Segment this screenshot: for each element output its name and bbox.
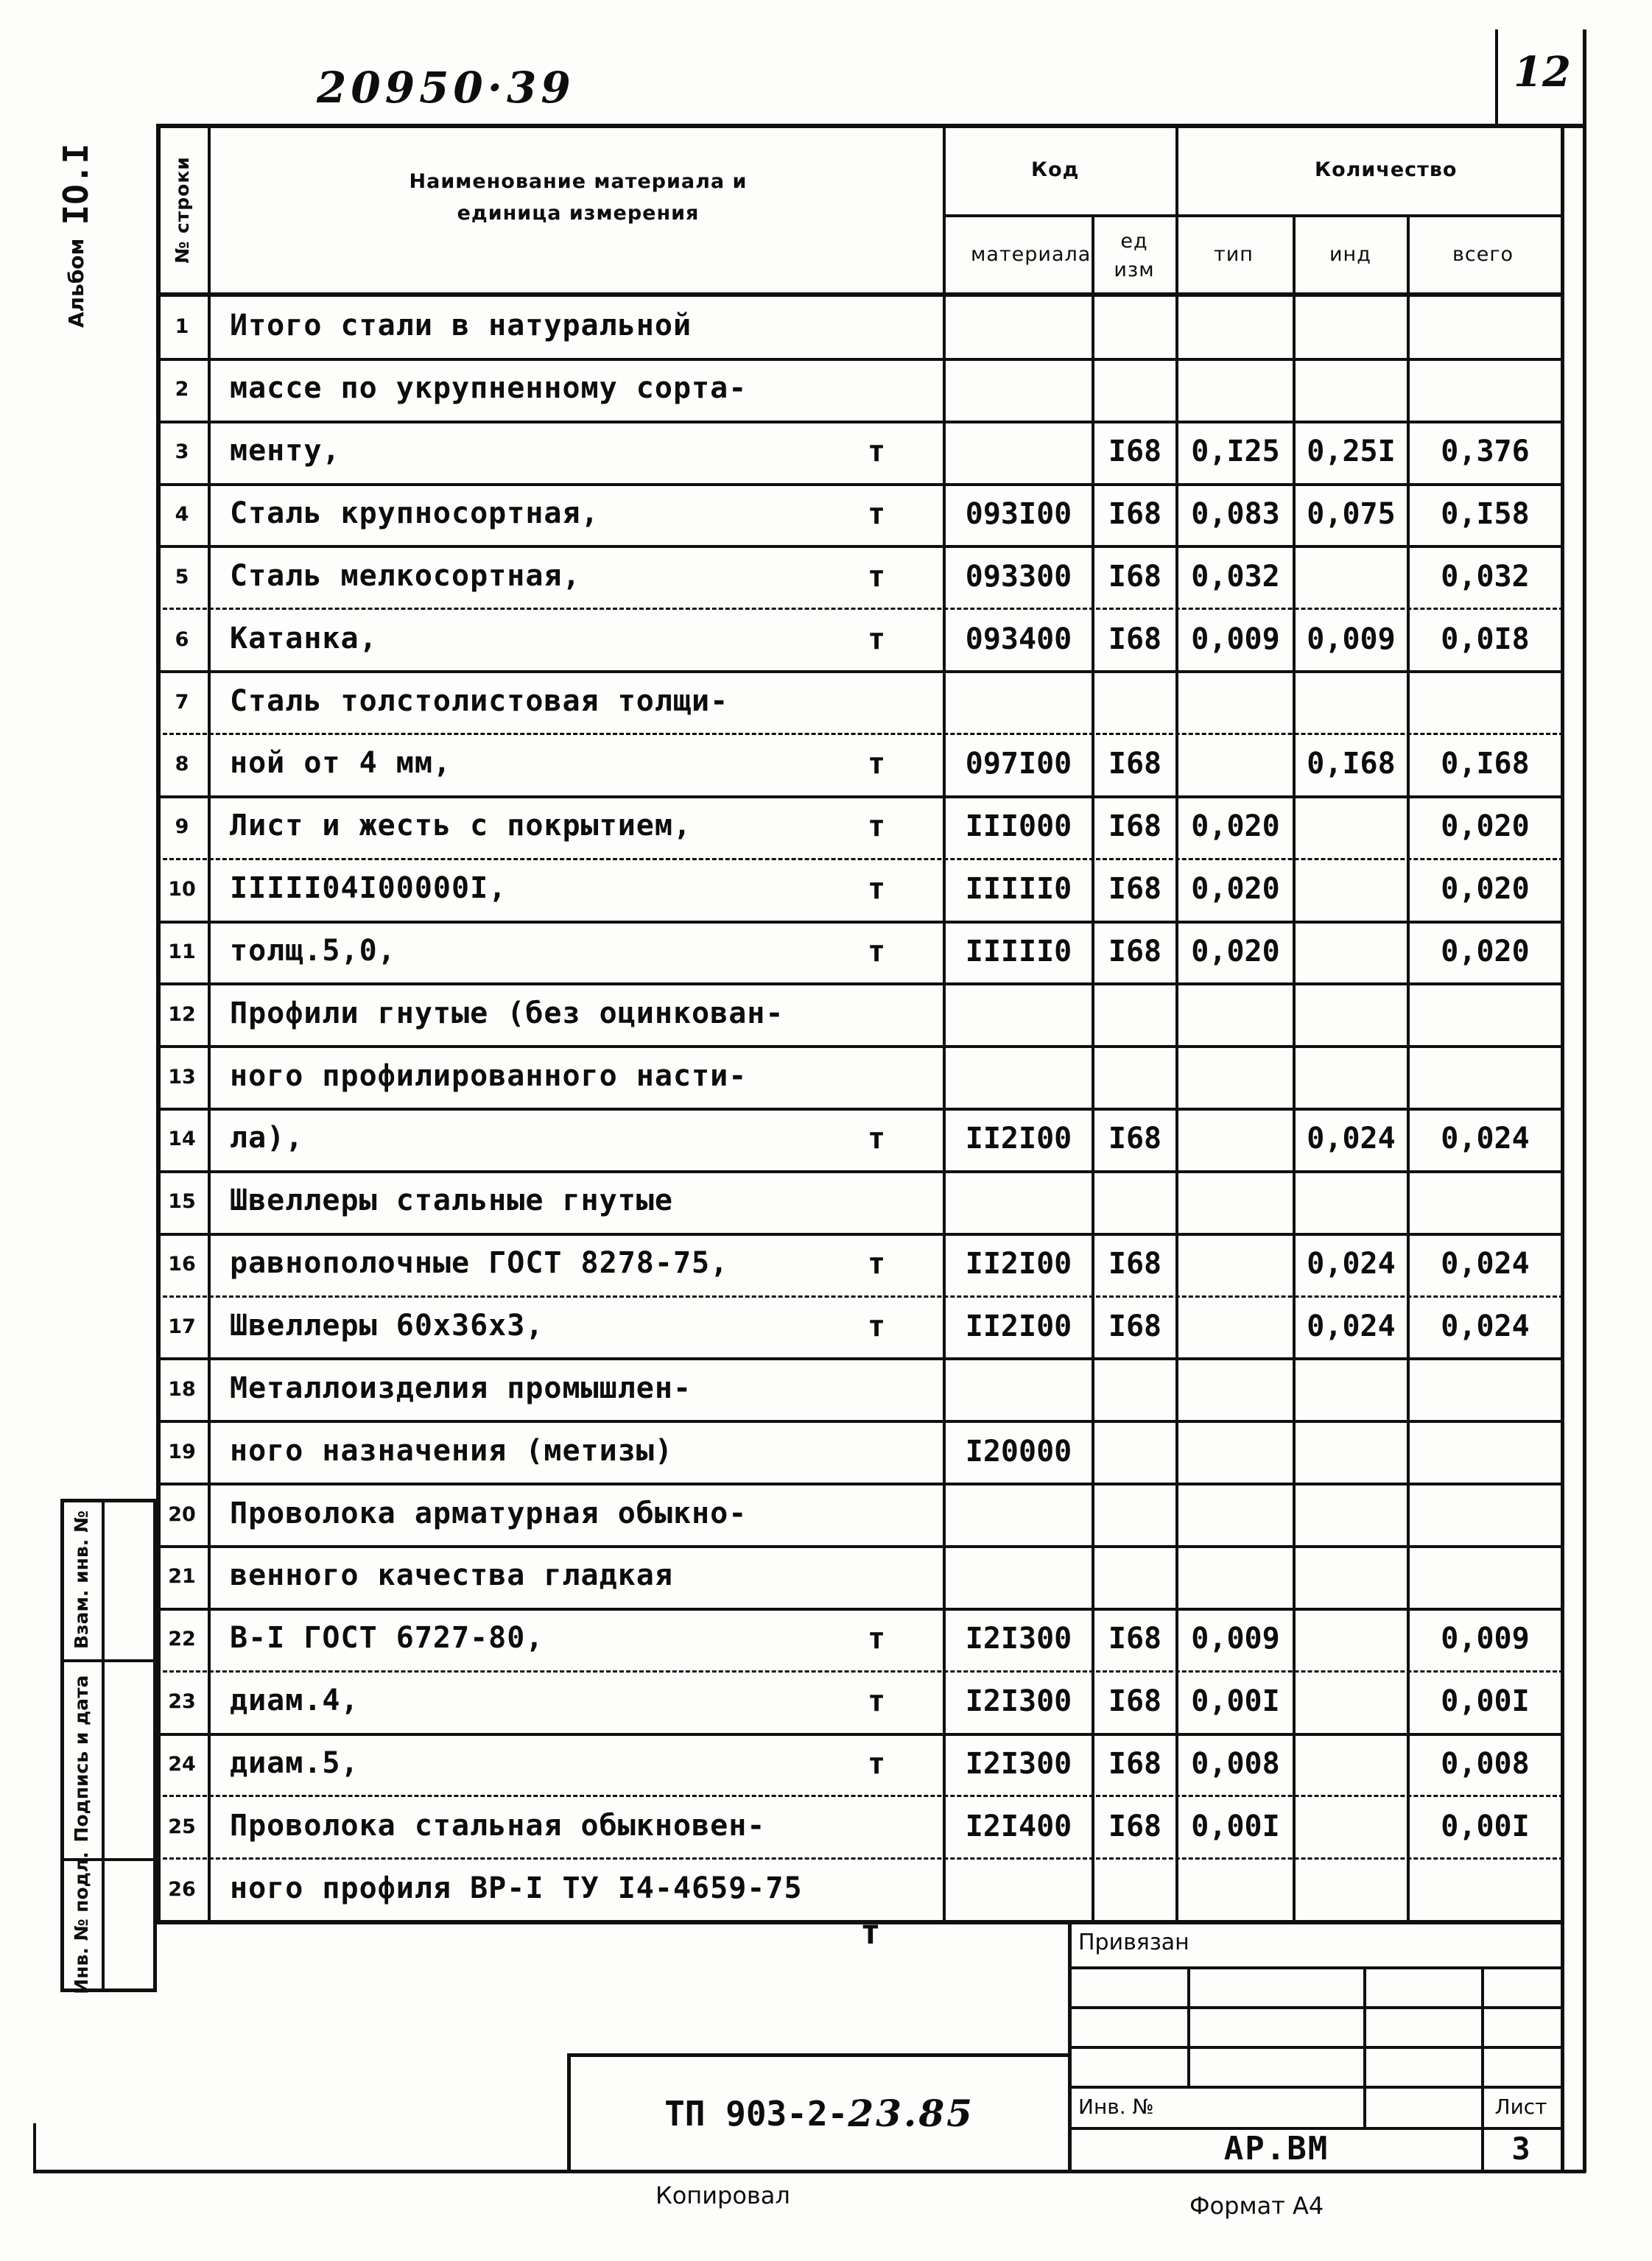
material-name: диам.4, xyxy=(230,1684,359,1718)
row-number: 15 xyxy=(168,1190,196,1214)
qty-vsego: 0,032 xyxy=(1441,559,1530,594)
album-label xyxy=(43,88,109,383)
row-number: 11 xyxy=(168,940,196,963)
qty-tip: 0,00I xyxy=(1191,1809,1280,1843)
unit-code: I68 xyxy=(1108,559,1162,594)
row-number: 12 xyxy=(168,1002,196,1026)
titleblock-col-2 xyxy=(1363,1966,1366,2130)
subheader-vsego: всего xyxy=(1452,243,1514,266)
qty-tip: 0,008 xyxy=(1191,1746,1280,1781)
material-unit: т xyxy=(867,1247,886,1281)
row-separator-line xyxy=(156,1545,1564,1548)
material-name: Швеллеры стальные гнутые xyxy=(230,1184,673,1218)
material-unit: т xyxy=(867,435,886,469)
row-number: 16 xyxy=(168,1253,196,1276)
material-name: Металлоизделия промышлен- xyxy=(230,1371,692,1405)
material-code: II2I00 xyxy=(965,1122,1072,1156)
material-code: II2I00 xyxy=(965,1309,1072,1344)
sidebar-right-border xyxy=(153,1499,157,1992)
material-code: IIIII0 xyxy=(965,872,1072,907)
qty-ind: 0,25I xyxy=(1307,435,1396,469)
col-line-tip-ind xyxy=(1293,214,1296,1924)
material-unit: т xyxy=(867,1684,886,1719)
row-number: 18 xyxy=(168,1377,196,1401)
row-separator-line xyxy=(156,358,1564,361)
qty-vsego: 0,I58 xyxy=(1441,496,1530,531)
material-name: IIIII04I00000I, xyxy=(230,871,507,906)
list-number: 3 xyxy=(1511,2130,1530,2167)
row-number: 19 xyxy=(168,1440,196,1463)
row-separator-line xyxy=(156,421,1564,423)
handwritten-doc-number: 20950·39 xyxy=(317,63,575,113)
qty-vsego: 0,00I xyxy=(1441,1684,1530,1719)
page-right-border xyxy=(1583,29,1586,2173)
material-name: равнополочные ГОСТ 8278-75, xyxy=(230,1246,729,1281)
qty-tip: 0,083 xyxy=(1191,496,1280,531)
header-row-col xyxy=(156,128,208,292)
material-code: III000 xyxy=(965,809,1072,844)
qty-vsego: 0,024 xyxy=(1441,1247,1530,1281)
qty-tip: 0,020 xyxy=(1191,809,1280,844)
sidebar-label-podpis xyxy=(60,1659,102,1858)
row-separator-line xyxy=(156,1295,1564,1298)
row-separator-line xyxy=(156,608,1564,610)
qty-vsego: 0,008 xyxy=(1441,1746,1530,1781)
unit-code: I68 xyxy=(1108,872,1162,907)
material-name: Проволока стальная обыкновен- xyxy=(230,1808,766,1843)
qty-ind: 0,024 xyxy=(1307,1122,1396,1156)
material-code: 097I00 xyxy=(965,747,1072,781)
material-unit: т xyxy=(867,1622,886,1656)
material-unit: т xyxy=(867,934,886,968)
row-number: 25 xyxy=(168,1815,196,1838)
row-separator-line xyxy=(156,733,1564,735)
row-number: 14 xyxy=(168,1128,196,1151)
qty-vsego: 0,020 xyxy=(1441,809,1530,844)
qty-vsego: 0,024 xyxy=(1441,1122,1530,1156)
sidebar-label-vzam-text: Взам. инв. № xyxy=(70,1511,92,1649)
row-separator-line xyxy=(156,1733,1564,1736)
row-number: 5 xyxy=(175,565,189,588)
row-number: 3 xyxy=(175,440,189,464)
subheader-ind: инд xyxy=(1329,243,1371,266)
table-right-border xyxy=(1561,124,1564,1924)
org-code-cell xyxy=(1072,2127,1481,2170)
unit-code: I68 xyxy=(1108,1684,1162,1719)
qty-tip: 0,00I xyxy=(1191,1684,1280,1719)
titleblock-line-2 xyxy=(1068,2006,1564,2009)
titleblock-line-3 xyxy=(1068,2046,1564,2049)
material-code: II2I00 xyxy=(965,1247,1072,1281)
unit-code: I68 xyxy=(1108,1122,1162,1156)
row-separator-line xyxy=(156,1233,1564,1236)
material-unit: т xyxy=(867,622,886,656)
row-separator-line xyxy=(156,670,1564,673)
material-unit: т xyxy=(867,1122,886,1156)
material-name: Проволока арматурная обыкно- xyxy=(230,1496,748,1530)
titleblock-col-1 xyxy=(1187,1966,1190,2089)
material-name: В-I ГОСТ 6727-80, xyxy=(230,1621,544,1656)
unit-code: I68 xyxy=(1108,622,1162,656)
unit-code: I68 xyxy=(1108,1746,1162,1781)
qty-vsego: 0,00I xyxy=(1441,1809,1530,1843)
material-name: венного качества гладкая xyxy=(230,1558,673,1593)
material-code: 093300 xyxy=(965,559,1072,594)
material-name: ного назначения (метизы) xyxy=(230,1433,673,1468)
sidebar-label-inv-podl-text: Инв. № подл. xyxy=(70,1852,92,1994)
qty-tip: 0,020 xyxy=(1191,934,1280,968)
format-label: Формат А4 xyxy=(1189,2192,1324,2220)
row-separator-line xyxy=(156,1357,1564,1360)
unit-code: I68 xyxy=(1108,747,1162,781)
qty-vsego: 0,020 xyxy=(1441,934,1530,968)
album-number: IO.I xyxy=(56,143,96,225)
doc-code-suffix: 23.85 xyxy=(848,2092,974,2135)
row-number: 6 xyxy=(175,627,189,651)
org-code: АР.ВМ xyxy=(1223,2129,1329,2167)
row-number: 10 xyxy=(168,878,196,901)
row-separator-line xyxy=(156,1045,1564,1048)
qty-ind: 0,024 xyxy=(1307,1309,1396,1344)
row-number: 9 xyxy=(175,815,189,839)
table-header-bottom xyxy=(156,292,1563,297)
material-unit: т xyxy=(867,559,886,594)
header-qty-group: Количество xyxy=(1315,158,1458,181)
titleblock-list-label-cell xyxy=(1481,2086,1561,2127)
material-code: 093400 xyxy=(965,622,1072,656)
row-number: 26 xyxy=(168,1877,196,1901)
material-name: Сталь мелкосортная, xyxy=(230,558,581,593)
bottom-left-frame-stub xyxy=(33,2123,36,2172)
titleblock-right-border xyxy=(1561,1922,1564,2173)
row-number: 21 xyxy=(168,1565,196,1589)
doc-code-cell xyxy=(571,2057,1068,2170)
row-separator-line xyxy=(156,483,1564,486)
row-separator-line xyxy=(156,1170,1564,1173)
row-separator-line xyxy=(156,1857,1564,1860)
pagenum-box-left-line xyxy=(1495,29,1498,127)
kopiroval-label: Копировал xyxy=(655,2181,790,2209)
row-separator-line xyxy=(156,858,1564,860)
row-separator-line xyxy=(156,545,1564,548)
material-code: I2I300 xyxy=(965,1622,1072,1656)
col-line-rownum xyxy=(208,124,211,1924)
row-separator-line xyxy=(156,1795,1564,1797)
row-number: 7 xyxy=(175,690,189,714)
row-separator-line xyxy=(156,1608,1564,1611)
material-code: I20000 xyxy=(965,1434,1072,1469)
qty-vsego: 0,020 xyxy=(1441,872,1530,907)
doc-code-prefix: ТП 903-2- xyxy=(664,2093,848,2134)
qty-ind: 0,009 xyxy=(1307,622,1396,656)
row-number: 20 xyxy=(168,1502,196,1526)
row-number: 2 xyxy=(175,378,189,401)
material-unit: т xyxy=(867,872,886,907)
material-name: Сталь крупносортная, xyxy=(230,496,600,530)
sidebar-label-vzam xyxy=(60,1499,102,1661)
material-name: менту, xyxy=(230,434,341,468)
qty-tip: 0,009 xyxy=(1191,1622,1280,1656)
material-unit: т xyxy=(867,1309,886,1344)
qty-vsego: 0,I68 xyxy=(1441,747,1530,781)
material-name: толщ.5,0, xyxy=(230,933,396,968)
header-group-split-line xyxy=(943,214,1563,217)
titleblock-line-1 xyxy=(1068,1966,1564,1969)
row-separator-line xyxy=(156,982,1564,985)
qty-tip: 0,020 xyxy=(1191,872,1280,907)
unit-code: I68 xyxy=(1108,1247,1162,1281)
row-separator-line xyxy=(156,1670,1564,1673)
row-number: 8 xyxy=(175,753,189,776)
material-unit: т xyxy=(867,1746,886,1781)
material-name: Итого стали в натуральной xyxy=(230,309,692,343)
qty-ind: 0,075 xyxy=(1307,496,1396,531)
row-separator-line xyxy=(156,795,1564,798)
header-code-group: Код xyxy=(1031,158,1080,181)
qty-vsego: 0,0I8 xyxy=(1441,622,1530,656)
material-code: IIIII0 xyxy=(965,934,1072,968)
header-row-col-label: № строки xyxy=(171,156,193,264)
material-name: массе по укрупненному сорта- xyxy=(230,371,748,406)
qty-ind: 0,024 xyxy=(1307,1247,1396,1281)
subheader-tip: тип xyxy=(1214,243,1254,266)
material-name: ла), xyxy=(230,1121,304,1156)
unit-below-table: т xyxy=(860,1912,881,1952)
table-top-border xyxy=(156,124,1585,128)
sidebar-label-inv-podl xyxy=(60,1849,102,1997)
unit-code: I68 xyxy=(1108,496,1162,531)
unit-code: I68 xyxy=(1108,435,1162,469)
album-word: Альбом xyxy=(63,238,88,328)
material-name: Профили гнутые (без оцинкован- xyxy=(230,996,784,1030)
qty-tip: 0,032 xyxy=(1191,559,1280,594)
row-separator-line xyxy=(156,1420,1564,1423)
titleblock-privyazan: Привязан xyxy=(1078,1930,1189,1955)
row-number: 17 xyxy=(168,1315,196,1339)
material-name: ного профиля ВР-I ТУ I4-4659-75 xyxy=(230,1871,803,1905)
row-number: 4 xyxy=(175,502,189,526)
row-number: 1 xyxy=(175,315,189,339)
unit-code: I68 xyxy=(1108,1622,1162,1656)
material-code: I2I400 xyxy=(965,1809,1072,1843)
material-unit: т xyxy=(867,747,886,781)
titleblock-inv-no: Инв. № xyxy=(1078,2095,1154,2119)
material-name: диам.5, xyxy=(230,1745,359,1780)
header-name-col: Наименование материала и единица измерения xyxy=(409,170,748,225)
material-name: ной от 4 мм, xyxy=(230,746,451,781)
unit-code: I68 xyxy=(1108,809,1162,844)
row-separator-line xyxy=(156,921,1564,924)
row-separator-line xyxy=(156,1108,1564,1111)
bottom-frame-line xyxy=(33,2170,1586,2173)
material-code: I2I300 xyxy=(965,1684,1072,1719)
qty-vsego: 0,009 xyxy=(1441,1622,1530,1656)
subheader-unit: ед изм xyxy=(1114,230,1155,282)
material-code: I2I300 xyxy=(965,1746,1072,1781)
row-number: 13 xyxy=(168,1065,196,1089)
row-number: 22 xyxy=(168,1628,196,1651)
material-unit: т xyxy=(867,496,886,531)
row-separator-line xyxy=(156,1483,1564,1485)
page-number: 12 xyxy=(1514,48,1571,96)
unit-code: I68 xyxy=(1108,1809,1162,1843)
material-code: 093I00 xyxy=(965,496,1072,531)
material-unit: т xyxy=(867,809,886,844)
material-name: ного профилированного насти- xyxy=(230,1058,748,1093)
qty-ind: 0,I68 xyxy=(1307,747,1396,781)
material-name: Катанка, xyxy=(230,621,378,655)
titleblock-list-number-cell xyxy=(1481,2127,1561,2170)
unit-code: I68 xyxy=(1108,1309,1162,1344)
sidebar-label-podpis-text: Подпись и дата xyxy=(70,1675,92,1843)
row-number: 24 xyxy=(168,1752,196,1776)
unit-code: I68 xyxy=(1108,934,1162,968)
col-line-material-ed xyxy=(1092,214,1094,1924)
qty-vsego: 0,024 xyxy=(1441,1309,1530,1344)
qty-tip: 0,I25 xyxy=(1191,435,1280,469)
subheader-material: материала xyxy=(971,243,1092,266)
material-name: Сталь толстолистовая толщи- xyxy=(230,683,729,718)
col-line-ind-vsego xyxy=(1407,214,1410,1924)
sidebar-divider xyxy=(102,1499,105,1992)
material-name: Лист и жесть с покрытием, xyxy=(230,809,692,843)
qty-vsego: 0,376 xyxy=(1441,435,1530,469)
qty-tip: 0,009 xyxy=(1191,622,1280,656)
list-label: Лист xyxy=(1494,2094,1547,2119)
material-name: Швеллеры 60х36х3, xyxy=(230,1309,544,1343)
row-number: 23 xyxy=(168,1690,196,1714)
